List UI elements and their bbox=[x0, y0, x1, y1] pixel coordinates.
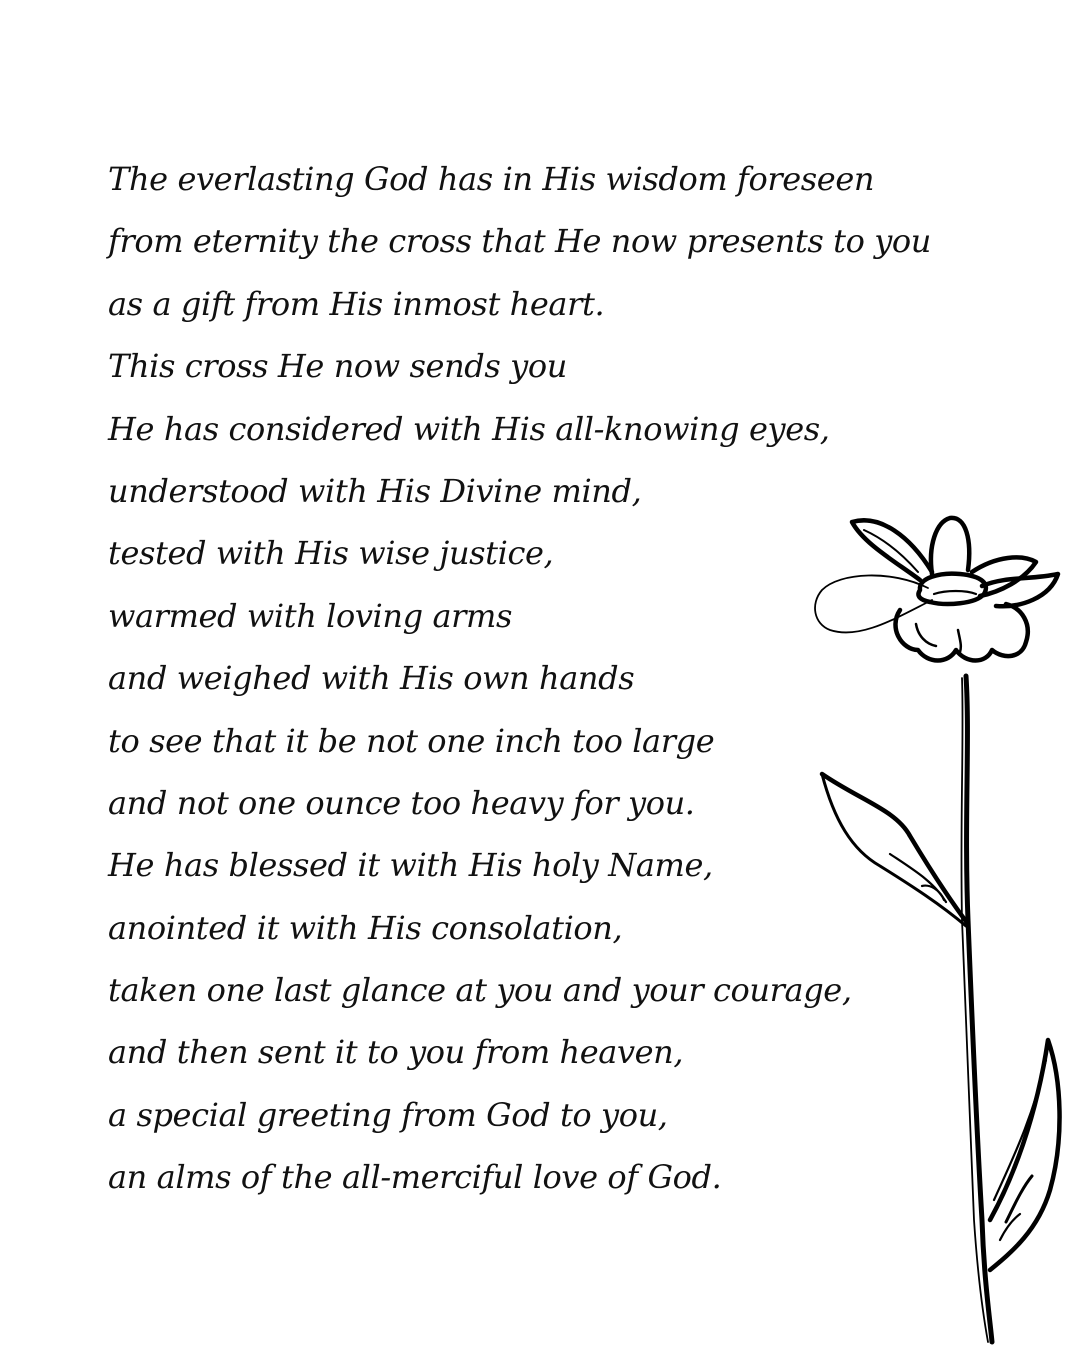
poem-line: He has considered with His all-knowing eyes, bbox=[108, 409, 830, 448]
poem-line: from eternity the cross that He now presents to you bbox=[108, 222, 932, 261]
poem-line: taken one last glance at you and your courage, bbox=[108, 971, 852, 1010]
poem-line: as a gift from His inmost heart. bbox=[108, 284, 605, 323]
poem-line: warmed with loving arms bbox=[108, 596, 512, 635]
poem-line: and weighed with His own hands bbox=[108, 659, 635, 698]
poem-line: The everlasting God has in His wisdom foreseen bbox=[108, 160, 875, 198]
poem-line: This cross He now sends you bbox=[108, 347, 567, 386]
poem-line: and then sent it to you from heaven, bbox=[108, 1033, 684, 1072]
poem-line: tested with His wise justice, bbox=[108, 534, 554, 573]
poem-line: He has blessed it with His holy Name, bbox=[108, 846, 713, 885]
poem-line: understood with His Divine mind, bbox=[108, 471, 642, 510]
poem-line: anointed it with His consolation, bbox=[108, 908, 623, 947]
poem-line: an alms of the all-merciful love of God. bbox=[108, 1158, 722, 1197]
poem-line: a special greeting from God to you, bbox=[108, 1095, 668, 1134]
poem-line: and not one ounce too heavy for you. bbox=[108, 783, 695, 822]
poem-line: to see that it be not one inch too large bbox=[108, 721, 715, 760]
flower-line-drawing-icon bbox=[800, 500, 1080, 1350]
